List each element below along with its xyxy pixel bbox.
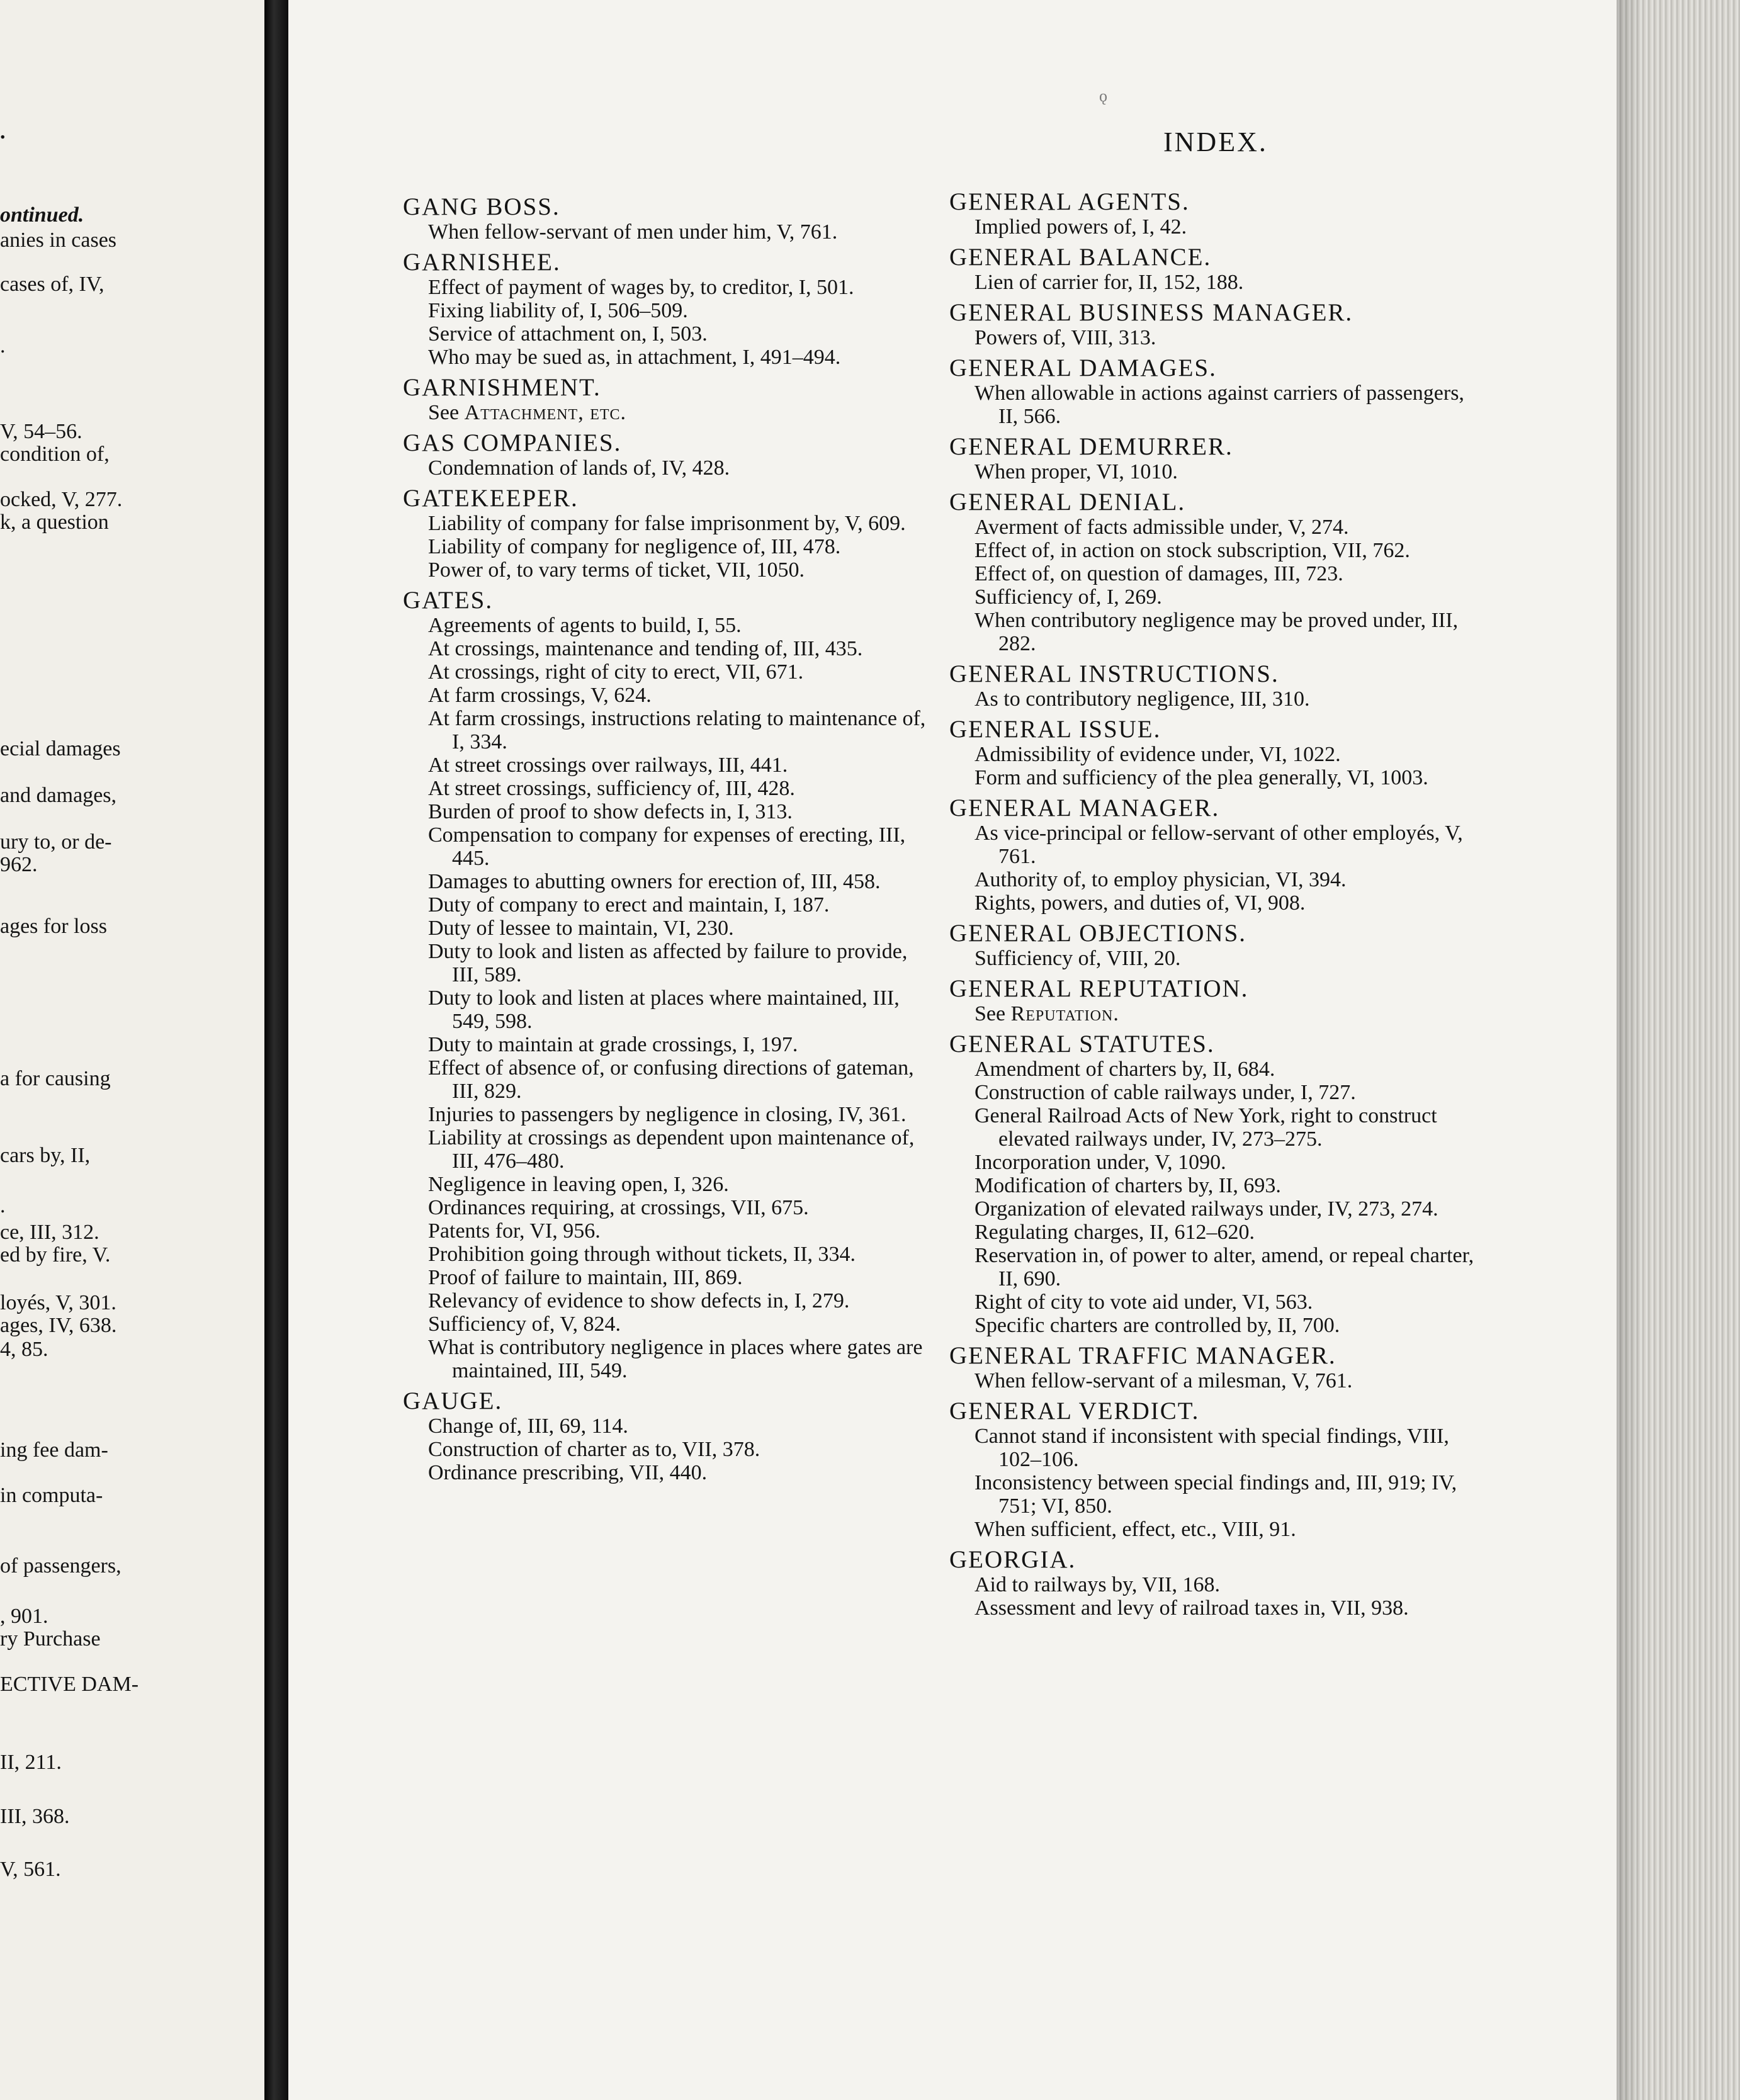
see-prefix: See bbox=[975, 1002, 1011, 1025]
index-entry bbox=[403, 1388, 938, 1484]
index-subentry: Liability at crossings as dependent upon maintenance of, III, 476–480. bbox=[428, 1126, 915, 1173]
see-target: Attachment, etc. bbox=[464, 401, 627, 424]
index-subentry: Amendment of charters by, II, 684. bbox=[975, 1058, 1275, 1081]
left-page-fragment: ontinued. bbox=[0, 203, 84, 227]
index-column-right bbox=[949, 189, 1484, 1625]
left-page-fragment: . bbox=[0, 334, 6, 358]
index-subentry: Aid to railways by, VII, 168. bbox=[975, 1573, 1221, 1596]
index-subentry: At crossings, right of city to erect, VII, 671. bbox=[428, 660, 804, 684]
index-heading: GANG BOSS. bbox=[403, 193, 560, 220]
top-mark: ǫ bbox=[1099, 87, 1107, 105]
index-entry bbox=[949, 661, 1484, 711]
left-page-fragment: anies in cases bbox=[0, 229, 117, 252]
index-subentry: Liability of company for false imprisonment by, V, 609. bbox=[428, 512, 906, 535]
left-page-fragment: in computa- bbox=[0, 1484, 103, 1507]
index-subentry: Lien of carrier for, II, 152, 188. bbox=[975, 271, 1244, 294]
index-heading: GENERAL OBJECTIONS. bbox=[949, 920, 1247, 947]
index-subentry: Averment of facts admissible under, V, 274. bbox=[975, 516, 1349, 539]
index-subentry: Organization of elevated railways under, IV, 273, 274. bbox=[975, 1197, 1438, 1221]
index-subentry: What is contributory negligence in places where gates are maintained, III, 549. bbox=[428, 1336, 923, 1382]
index-subentry: Duty of lessee to maintain, VI, 230. bbox=[428, 917, 734, 940]
left-page-fragment: ce, III, 312. bbox=[0, 1221, 99, 1244]
index-heading: GARNISHMENT. bbox=[403, 374, 601, 401]
left-page-fragment: condition of, bbox=[0, 443, 110, 466]
index-subentry: Who may be sued as, in attachment, I, 491–494. bbox=[428, 346, 841, 369]
index-subentry: When fellow-servant of men under him, V, 761. bbox=[428, 220, 838, 244]
index-heading: GENERAL MANAGER. bbox=[949, 794, 1220, 821]
index-heading: GATEKEEPER. bbox=[403, 485, 579, 512]
index-entry bbox=[949, 1031, 1484, 1337]
index-subentry: Compensation to company for expenses of erecting, III, 445. bbox=[428, 823, 906, 870]
index-subentry: Effect of payment of wages by, to creditor, I, 501. bbox=[428, 276, 854, 299]
index-entry bbox=[403, 430, 938, 480]
index-subentry: Proof of failure to maintain, III, 869. bbox=[428, 1266, 743, 1289]
index-heading: GENERAL REPUTATION. bbox=[949, 975, 1249, 1002]
index-heading: GENERAL INSTRUCTIONS. bbox=[949, 660, 1279, 687]
left-page-fragment: cases of, IV, bbox=[0, 273, 105, 296]
index-entry bbox=[403, 375, 938, 424]
see-prefix: See bbox=[428, 401, 465, 424]
index-subentry: Incorporation under, V, 1090. bbox=[975, 1151, 1226, 1174]
index-entry bbox=[949, 300, 1484, 349]
index-subentry: Ordinances requiring, at crossings, VII, 675. bbox=[428, 1196, 809, 1219]
index-subentry: Construction of charter as to, VII, 378. bbox=[428, 1438, 760, 1461]
index-subentry: Prohibition going through without tickets, II, 334. bbox=[428, 1243, 856, 1266]
see-reference bbox=[428, 401, 938, 424]
index-subentry: When sufficient, effect, etc., VIII, 91. bbox=[975, 1518, 1296, 1541]
index-subentry: Effect of, in action on stock subscription, VII, 762. bbox=[975, 539, 1410, 562]
index-entry bbox=[949, 976, 1484, 1025]
index-entry bbox=[403, 249, 938, 369]
index-subentry: As vice-principal or fellow-servant of other employés, V, 761. bbox=[975, 821, 1463, 868]
index-subentry: Admissibility of evidence under, VI, 1022. bbox=[975, 743, 1341, 766]
left-page-fragment: 962. bbox=[0, 853, 38, 876]
index-subentry: Effect of, on question of damages, III, 723. bbox=[975, 562, 1343, 585]
left-page-fragment: a for causing bbox=[0, 1067, 111, 1090]
index-subentry: Cannot stand if inconsistent with special findings, VIII, 102–106. bbox=[975, 1425, 1449, 1471]
left-page-fragment: ry Purchase bbox=[0, 1627, 101, 1651]
index-subentry: Burden of proof to show defects in, I, 313. bbox=[428, 800, 793, 823]
index-entry bbox=[403, 587, 938, 1382]
index-subentry: Specific charters are controlled by, II, 700. bbox=[975, 1314, 1340, 1337]
index-heading: GAUGE. bbox=[403, 1387, 503, 1414]
left-page-fragment: , 901. bbox=[0, 1605, 48, 1628]
index-subentry: Regulating charges, II, 612–620. bbox=[975, 1221, 1255, 1244]
index-subentry: Effect of absence of, or confusing directions of gateman, III, 829. bbox=[428, 1056, 914, 1103]
index-heading: GENERAL AGENTS. bbox=[949, 188, 1190, 215]
index-heading: GENERAL BUSINESS MANAGER. bbox=[949, 299, 1353, 326]
index-heading: GENERAL STATUTES. bbox=[949, 1030, 1215, 1058]
index-heading: GAS COMPANIES. bbox=[403, 429, 622, 456]
index-subentry: Injuries to passengers by negligence in closing, IV, 361. bbox=[428, 1103, 907, 1126]
index-subentry: When allowable in actions against carriers of passengers, II, 566. bbox=[975, 381, 1464, 428]
index-subentry: Damages to abutting owners for erection of, III, 458. bbox=[428, 870, 881, 893]
left-page-fragment: II, 211. bbox=[0, 1751, 62, 1774]
index-subentry: Right of city to vote aid under, VI, 563. bbox=[975, 1290, 1313, 1314]
index-subentry: Reservation in, of power to alter, amend, or repeal charter, II, 690. bbox=[975, 1244, 1474, 1290]
index-subentry: Sufficiency of, I, 269. bbox=[975, 585, 1162, 609]
index-subentry: Powers of, VIII, 313. bbox=[975, 326, 1156, 349]
left-page-fragment: ocked, V, 277. bbox=[0, 488, 123, 511]
index-entry bbox=[949, 1343, 1484, 1392]
index-entry bbox=[403, 194, 938, 244]
index-entry bbox=[949, 189, 1484, 239]
index-heading: GENERAL DAMAGES. bbox=[949, 354, 1217, 381]
index-subentry: As to contributory negligence, III, 310. bbox=[975, 687, 1310, 711]
left-page-fragment: . bbox=[0, 1194, 6, 1217]
index-subentry: Negligence in leaving open, I, 326. bbox=[428, 1173, 729, 1196]
index-heading: GENERAL DENIAL. bbox=[949, 488, 1186, 516]
left-page-fragment: ury to, or de- bbox=[0, 830, 112, 854]
index-subentry: Condemnation of lands of, IV, 428. bbox=[428, 456, 730, 480]
index-subentry: Implied powers of, I, 42. bbox=[975, 215, 1187, 239]
index-heading: GENERAL VERDICT. bbox=[949, 1397, 1200, 1425]
index-subentry: When proper, VI, 1010. bbox=[975, 460, 1178, 483]
left-facing-page bbox=[0, 0, 264, 2100]
index-heading: GENERAL TRAFFIC MANAGER. bbox=[949, 1342, 1336, 1369]
index-subentry: Duty to maintain at grade crossings, I, 197. bbox=[428, 1033, 798, 1056]
index-subentry: Agreements of agents to build, I, 55. bbox=[428, 614, 742, 637]
index-entry bbox=[949, 489, 1484, 655]
index-entry bbox=[949, 355, 1484, 428]
index-subentry: Assessment and levy of railroad taxes in, VII, 938. bbox=[975, 1596, 1409, 1620]
index-subentry: At street crossings, sufficiency of, III, 428. bbox=[428, 777, 795, 800]
index-entry bbox=[403, 485, 938, 582]
left-page-fragment: ECTIVE DAM- bbox=[0, 1673, 139, 1696]
index-subentry: Rights, powers, and duties of, VI, 908. bbox=[975, 891, 1306, 915]
index-heading: GENERAL DEMURRER. bbox=[949, 433, 1233, 460]
left-page-fragment: k, a question bbox=[0, 511, 109, 534]
index-subentry: Construction of cable railways under, I, 727. bbox=[975, 1081, 1356, 1104]
index-subentry: At farm crossings, instructions relating to maintenance of, I, 334. bbox=[428, 707, 926, 754]
index-subentry: Sufficiency of, VIII, 20. bbox=[975, 947, 1181, 970]
left-page-fragment: ed by fire, V. bbox=[0, 1243, 111, 1267]
left-page-fragment: ecial damages bbox=[0, 737, 121, 760]
running-head: INDEX. bbox=[1163, 127, 1268, 157]
left-page-fragment: cars by, II, bbox=[0, 1144, 91, 1167]
index-subentry: Duty of company to erect and maintain, I, 187. bbox=[428, 893, 830, 917]
index-subentry: Duty to look and listen at places where maintained, III, 549, 598. bbox=[428, 986, 900, 1033]
index-entry bbox=[949, 1398, 1484, 1541]
left-page-fragment: . bbox=[0, 120, 6, 144]
left-page-fragment: V, 54–56. bbox=[0, 420, 82, 443]
index-subentry: Power of, to vary terms of ticket, VII, 1050. bbox=[428, 558, 805, 582]
index-subentry: Duty to look and listen as affected by failure to provide, III, 589. bbox=[428, 940, 908, 986]
see-target: Reputation. bbox=[1010, 1002, 1119, 1025]
index-subentry: Change of, III, 69, 114. bbox=[428, 1414, 628, 1438]
left-page-fragment: of passengers, bbox=[0, 1554, 121, 1578]
index-entry bbox=[949, 716, 1484, 789]
index-subentry: Authority of, to employ physician, VI, 394. bbox=[975, 868, 1347, 891]
index-subentry: General Railroad Acts of New York, right to construct elevated railways under, IV, 273–275. bbox=[975, 1104, 1437, 1151]
left-page-fragment: ages for loss bbox=[0, 915, 107, 938]
index-subentry: When contributory negligence may be proved under, III, 282. bbox=[975, 609, 1459, 655]
index-subentry: At farm crossings, V, 624. bbox=[428, 684, 652, 707]
index-heading: GEORGIA. bbox=[949, 1546, 1076, 1573]
index-entry bbox=[949, 244, 1484, 294]
index-heading: GENERAL BALANCE. bbox=[949, 244, 1212, 271]
left-page-fragment: loyés, V, 301. bbox=[0, 1291, 116, 1314]
index-subentry: At street crossings over railways, III, 441. bbox=[428, 754, 788, 777]
index-entry bbox=[949, 920, 1484, 970]
see-reference bbox=[975, 1002, 1484, 1025]
index-subentry: Patents for, VI, 956. bbox=[428, 1219, 601, 1243]
index-entry bbox=[949, 795, 1484, 915]
index-subentry: Fixing liability of, I, 506–509. bbox=[428, 299, 688, 322]
index-subentry: Ordinance prescribing, VII, 440. bbox=[428, 1461, 708, 1484]
left-page-fragment: 4, 85. bbox=[0, 1338, 48, 1361]
index-subentry: Service of attachment on, I, 503. bbox=[428, 322, 708, 346]
index-heading: GARNISHEE. bbox=[403, 249, 561, 276]
index-entry bbox=[949, 1547, 1484, 1620]
page-edge-shadow bbox=[1617, 0, 1642, 2100]
index-subentry: Modification of charters by, II, 693. bbox=[975, 1174, 1281, 1197]
left-page-fragment: and damages, bbox=[0, 784, 117, 807]
index-heading: GATES. bbox=[403, 587, 494, 614]
index-subentry: Form and sufficiency of the plea generally, VI, 1003. bbox=[975, 766, 1428, 789]
index-entry bbox=[949, 434, 1484, 483]
index-column-left bbox=[403, 194, 938, 1490]
index-subentry: Inconsistency between special findings and, III, 919; IV, 751; VI, 850. bbox=[975, 1471, 1457, 1518]
book-gutter bbox=[264, 0, 288, 2100]
index-subentry: When fellow-servant of a milesman, V, 761. bbox=[975, 1369, 1353, 1392]
left-page-fragment: V, 561. bbox=[0, 1858, 61, 1881]
index-subentry: Sufficiency of, V, 824. bbox=[428, 1312, 621, 1336]
index-subentry: At crossings, maintenance and tending of, III, 435. bbox=[428, 637, 863, 660]
index-subentry: Relevancy of evidence to show defects in, I, 279. bbox=[428, 1289, 850, 1312]
index-heading: GENERAL ISSUE. bbox=[949, 716, 1161, 743]
index-subentry: Liability of company for negligence of, III, 478. bbox=[428, 535, 841, 558]
left-page-fragment: III, 368. bbox=[0, 1805, 70, 1828]
left-page-fragment: ages, IV, 638. bbox=[0, 1314, 117, 1337]
left-page-fragment: ing fee dam- bbox=[0, 1438, 108, 1462]
